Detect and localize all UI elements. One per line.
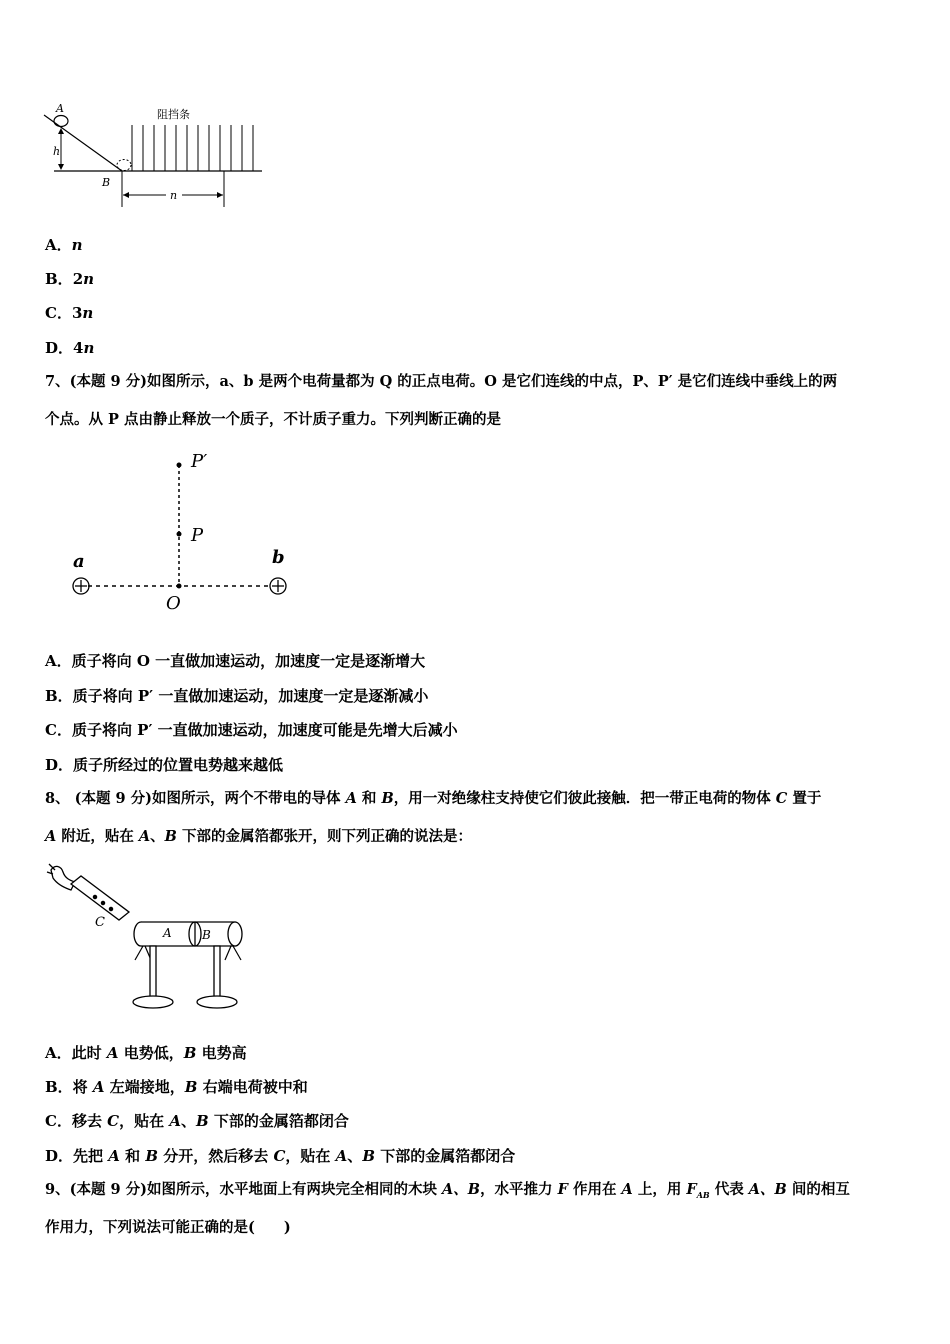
q9-stem-line2: 作用力，下列说法可能正确的是( ) [45, 1219, 291, 1236]
point-p [177, 532, 182, 537]
label-b: B [202, 928, 211, 942]
label-h: h [53, 145, 61, 158]
q7-option-c: C．质子将向 P′ 一直做加速运动，加速度可能是先增大后减小 [45, 721, 458, 739]
q6-option-c: C．3n [45, 304, 94, 322]
q7-option-d: D．质子所经过的位置电势越来越低 [45, 756, 284, 774]
charges-figure [60, 445, 320, 625]
q6-option-b: B．2n [45, 270, 95, 288]
label-b: B [102, 176, 111, 189]
q8-option-b: B．将 A 左端接地，B 右端电荷被中和 [45, 1078, 308, 1096]
point-p-prime [177, 463, 182, 468]
q8-option-d: D．先把 A 和 B 分开，然后移去 C，贴在 A、B 下部的金属箔都闭合 [45, 1147, 516, 1165]
charge-b-plus-icon [270, 578, 286, 594]
q9-stem-line1: 9、(本题 9 分)如图所示，水平地面上有两块完全相同的木块 A、B，水平推力 F 作用在 A 上，用 $F_{AB}$ 代表 A、B 间的相互 [45, 1181, 850, 1200]
label-p-prime: P′ [191, 451, 208, 472]
point-o [177, 584, 182, 589]
q8-stem-line2: A 附近，贴在 A、B 下部的金属箔都张开，则下列正确的说法是： [45, 828, 472, 845]
label-b: b [272, 547, 285, 568]
conductor-a-b [134, 922, 242, 946]
label-a: A [56, 102, 64, 115]
barrier-strips [132, 125, 253, 171]
conductors-figure [45, 860, 255, 1020]
ramp-line [44, 115, 122, 171]
q8-stem-line1: 8、 (本题 9 分)如图所示，两个不带电的导体 A 和 B，用一对绝缘柱支持使它们彼此接触．把一带正电荷的物体 C 置于 [45, 790, 822, 807]
label-n: n [170, 189, 178, 202]
q8-option-a: A．此时 A 电势低，B 电势高 [45, 1044, 247, 1062]
label-o: O [166, 593, 181, 614]
label-p: P [191, 525, 204, 546]
charged-rod-c [71, 876, 129, 920]
hand-icon [47, 864, 75, 890]
label-barrier: 阻挡条 [157, 108, 190, 121]
q7-stem-line2: 个点。从 P 点由静止释放一个质子，不计质子重力。下列判断正确的是 [45, 411, 501, 428]
q7-option-a: A．质子将向 O 一直做加速运动，加速度一定是逐渐增大 [45, 652, 426, 670]
q6-option-d: D．4n [45, 339, 95, 357]
q7-option-b: B．质子将向 P′ 一直做加速运动，加速度一定是逐渐减小 [45, 687, 429, 705]
label-a: a [73, 551, 85, 572]
charge-a-plus-icon [73, 578, 89, 594]
q8-option-c: C．移去 C，贴在 A、B 下部的金属箔都闭合 [45, 1112, 349, 1130]
label-a: A [163, 926, 172, 940]
barrier-figure [40, 95, 280, 215]
q7-stem-line1: 7、(本题 9 分)如图所示，a、b 是两个电荷量都为 Q 的正点电荷。O 是它们连线的中点，P、P′ 是它们连线中垂线上的两 [45, 373, 838, 390]
q6-option-a: A．n [45, 236, 83, 254]
ball-a [54, 116, 68, 127]
label-c: C [95, 915, 105, 930]
